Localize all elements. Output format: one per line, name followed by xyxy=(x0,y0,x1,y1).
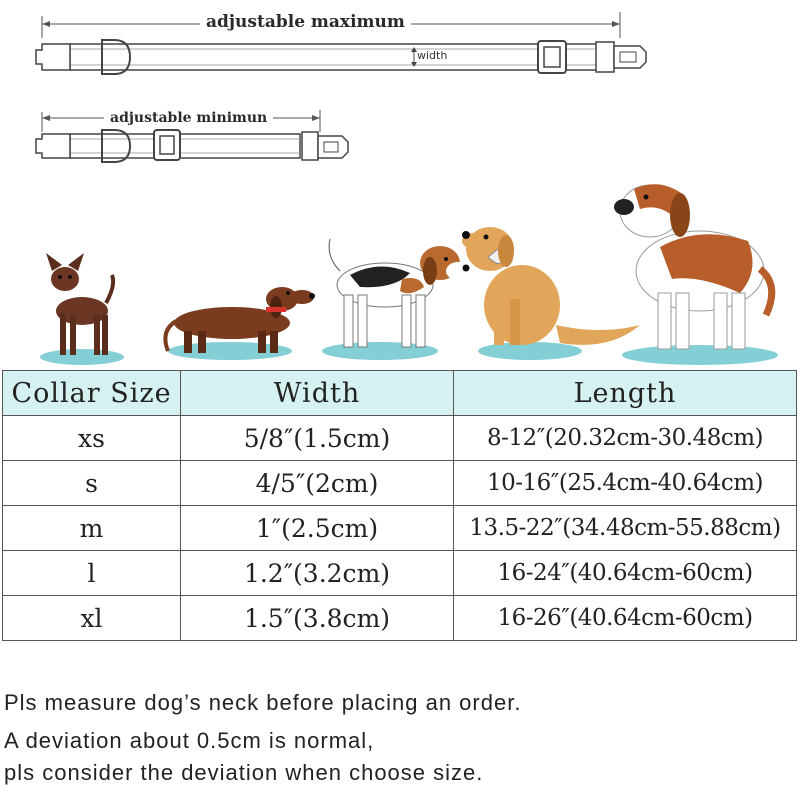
size-cell: s xyxy=(3,461,181,506)
width-cell: 1.5″(3.8cm) xyxy=(181,596,454,641)
dogs-illustration xyxy=(0,175,800,370)
adjustable-maximum-label: adjustable maximum xyxy=(200,12,411,32)
size-chart-table xyxy=(2,370,797,641)
adjustable-minimum-label: adjustable minimun xyxy=(104,110,273,126)
chihuahua-illustration xyxy=(46,253,113,355)
golden-retriever-illustration xyxy=(462,227,640,345)
beagle-illustration xyxy=(329,239,470,347)
header-collar-size: Collar Size xyxy=(3,371,181,416)
table-row xyxy=(3,461,797,506)
header-width: Width xyxy=(181,371,454,416)
width-label: width xyxy=(417,49,448,62)
size-cell: xl xyxy=(3,596,181,641)
header-length: Length xyxy=(454,371,797,416)
note-deviation: A deviation about 0.5cm is normal, xyxy=(4,728,375,753)
length-cell: 13.5-22″(34.48cm-55.88cm) xyxy=(454,506,797,551)
width-cell: 4/5″(2cm) xyxy=(181,461,454,506)
table-row xyxy=(3,506,797,551)
note-measure-neck: Pls measure dog’s neck before placing an order. xyxy=(4,690,522,715)
note-consider-deviation: pls consider the deviation when choose size. xyxy=(4,760,484,785)
length-cell: 16-24″(40.64cm-60cm) xyxy=(454,551,797,596)
size-cell: l xyxy=(3,551,181,596)
width-cell: 5/8″(1.5cm) xyxy=(181,416,454,461)
table-row xyxy=(3,551,797,596)
width-cell: 1.2″(3.2cm) xyxy=(181,551,454,596)
table-row xyxy=(3,416,797,461)
length-cell: 10-16″(25.4cm-40.64cm) xyxy=(454,461,797,506)
length-cell: 16-26″(40.64cm-60cm) xyxy=(454,596,797,641)
size-cell: m xyxy=(3,506,181,551)
saint-bernard-illustration xyxy=(614,184,772,349)
table-header-row xyxy=(3,371,797,416)
length-cell: 8-12″(20.32cm-30.48cm) xyxy=(454,416,797,461)
width-cell: 1″(2.5cm) xyxy=(181,506,454,551)
table-row xyxy=(3,596,797,641)
size-cell: xs xyxy=(3,416,181,461)
